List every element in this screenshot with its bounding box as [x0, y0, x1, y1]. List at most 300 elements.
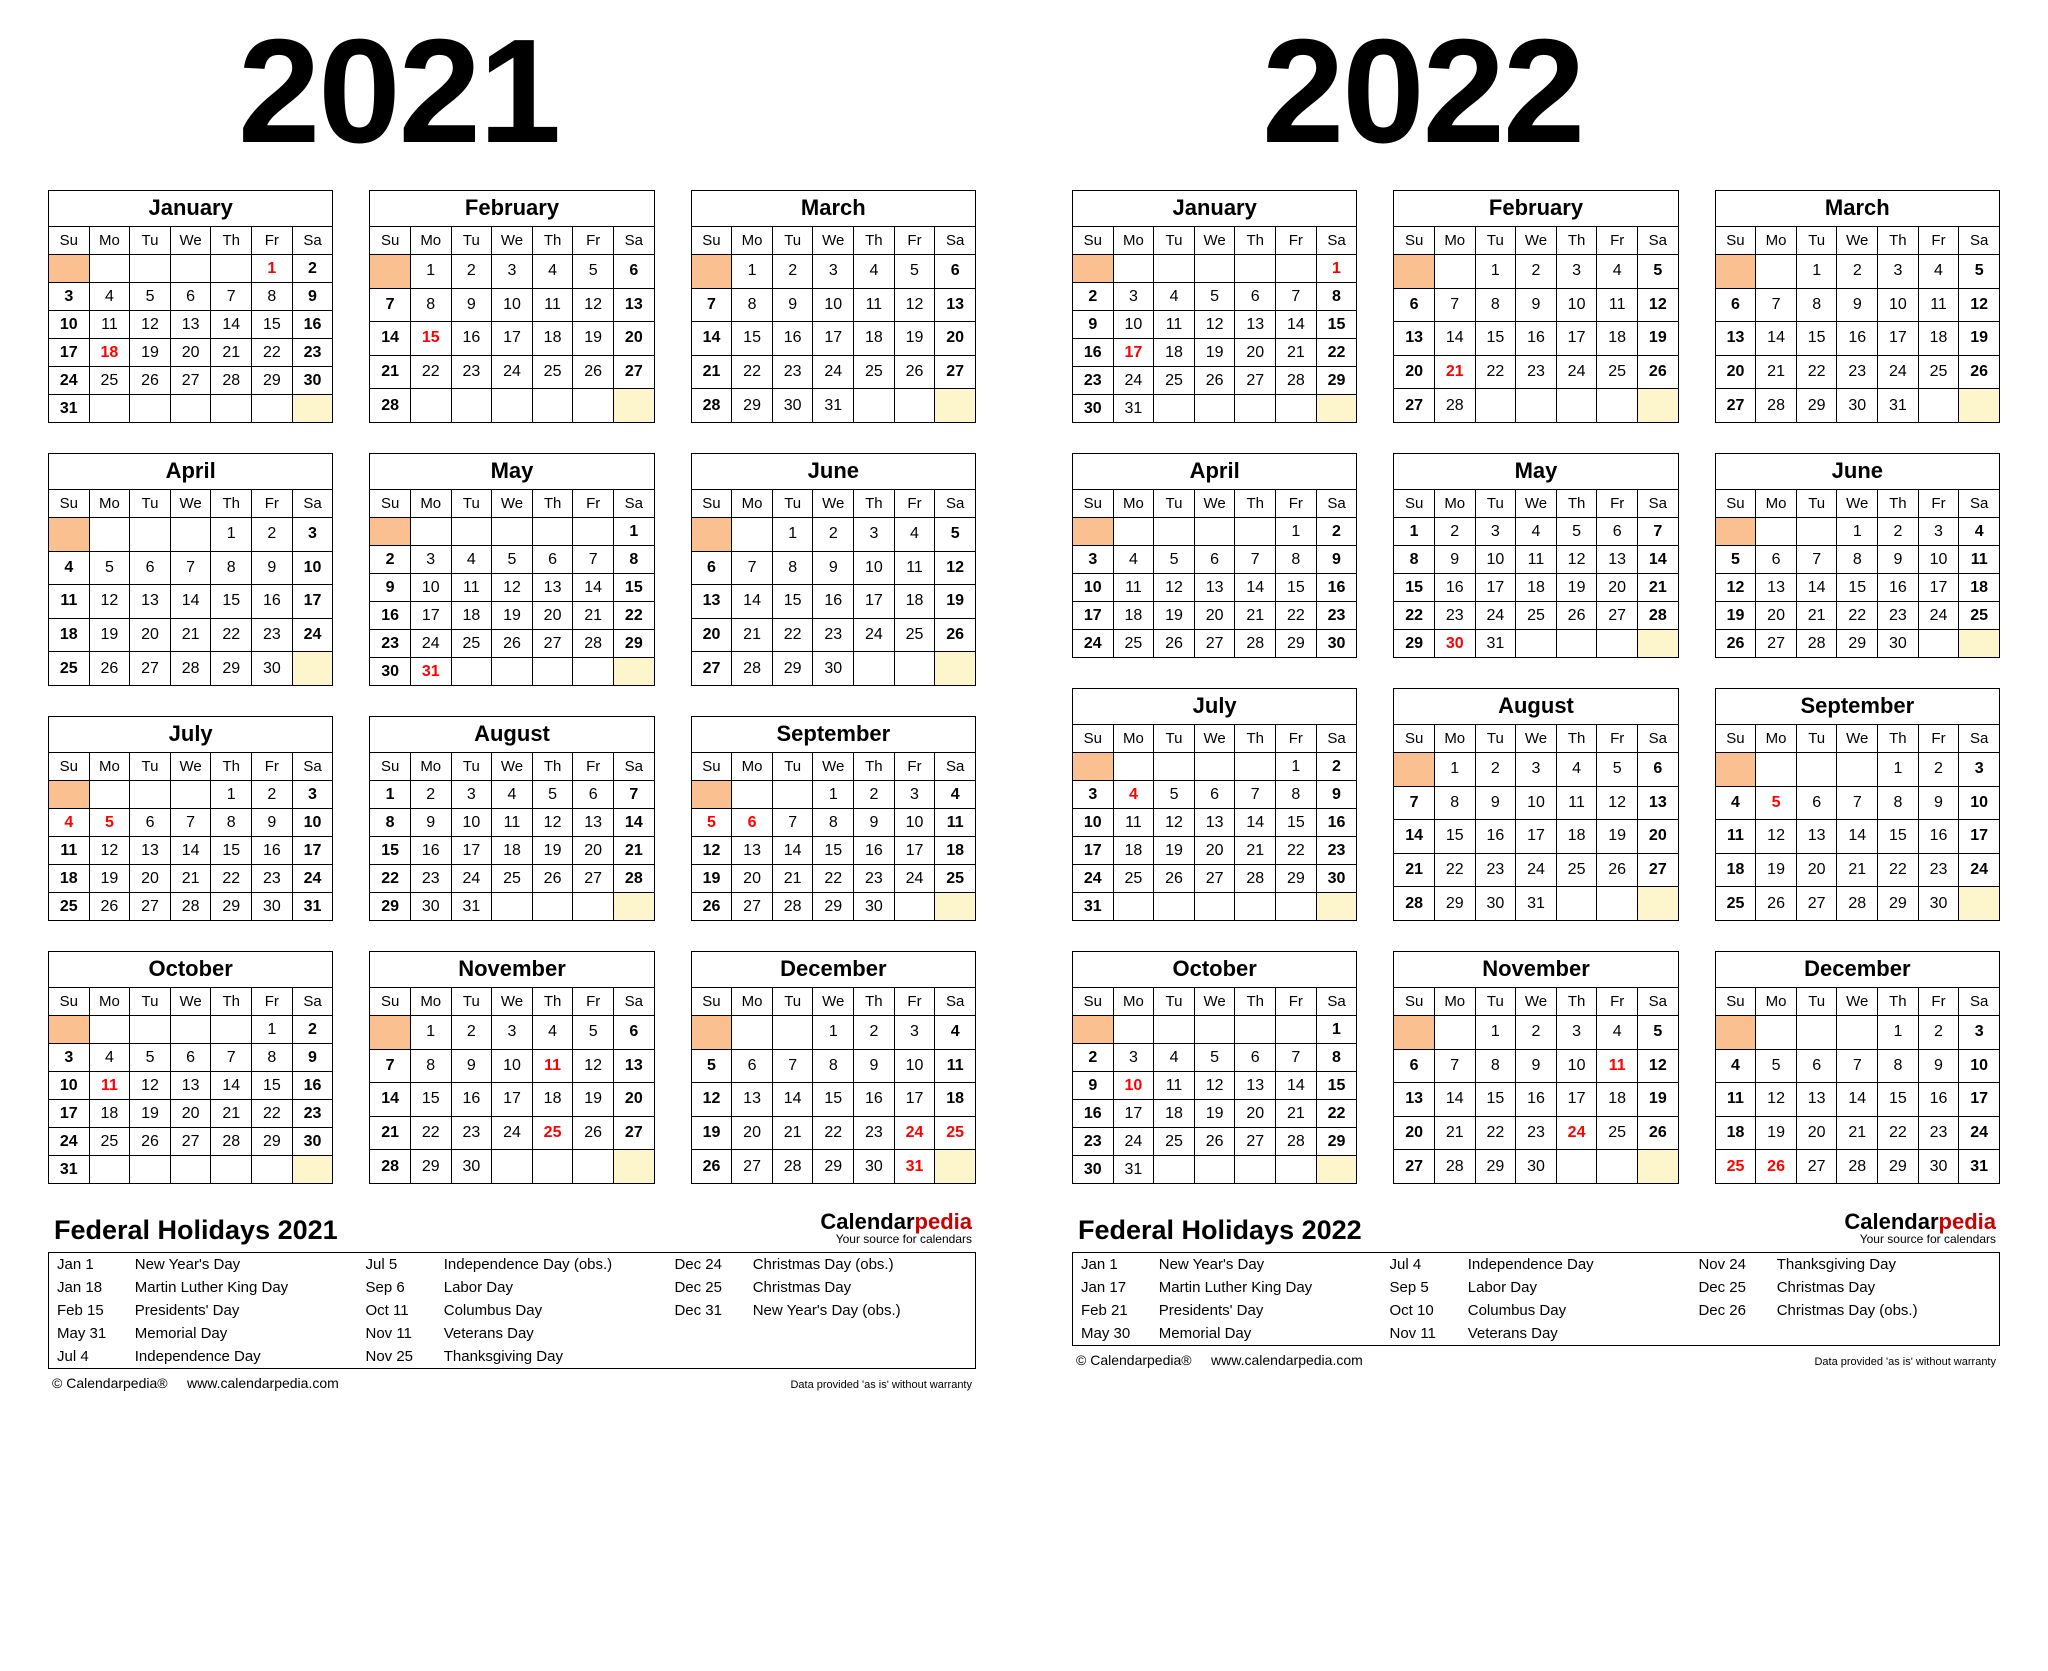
day-cell[interactable]: 15 — [1837, 574, 1878, 602]
day-cell[interactable]: 28 — [1394, 887, 1435, 921]
day-cell[interactable]: 28 — [691, 389, 732, 423]
day-cell[interactable]: 8 — [732, 288, 773, 322]
day-cell[interactable]: 22 — [1434, 853, 1475, 887]
day-cell[interactable]: 4 — [1113, 546, 1154, 574]
day-cell[interactable]: 15 — [252, 1072, 293, 1100]
day-cell[interactable]: 19 — [1194, 339, 1235, 367]
day-cell[interactable]: 16 — [1316, 574, 1357, 602]
day-cell[interactable]: 25 — [1715, 1150, 1756, 1184]
day-cell[interactable]: 10 — [492, 288, 533, 322]
day-cell[interactable]: 20 — [1194, 602, 1235, 630]
day-cell[interactable]: 10 — [292, 809, 333, 837]
day-cell[interactable]: 27 — [1796, 887, 1837, 921]
day-cell[interactable]: 8 — [1837, 546, 1878, 574]
day-cell[interactable]: 28 — [732, 652, 773, 686]
day-cell[interactable]: 14 — [170, 837, 211, 865]
day-cell[interactable]: 10 — [1959, 1049, 2000, 1083]
day-cell[interactable]: 18 — [1516, 574, 1557, 602]
day-cell[interactable]: 30 — [1516, 1150, 1557, 1184]
day-cell[interactable]: 1 — [1316, 1016, 1357, 1044]
day-cell[interactable]: 13 — [1637, 786, 1678, 820]
day-cell[interactable]: 22 — [1837, 602, 1878, 630]
day-cell[interactable]: 9 — [1516, 1049, 1557, 1083]
day-cell[interactable]: 26 — [1194, 367, 1235, 395]
day-cell[interactable]: 21 — [1434, 355, 1475, 389]
day-cell[interactable]: 17 — [451, 837, 492, 865]
day-cell[interactable]: 11 — [1959, 546, 2000, 574]
day-cell[interactable]: 10 — [894, 1049, 935, 1083]
day-cell[interactable]: 1 — [252, 1016, 293, 1044]
day-cell[interactable]: 9 — [410, 809, 451, 837]
day-cell[interactable]: 2 — [1918, 753, 1959, 787]
day-cell[interactable]: 24 — [49, 1128, 90, 1156]
day-cell[interactable]: 8 — [370, 809, 411, 837]
day-cell[interactable]: 23 — [1316, 602, 1357, 630]
day-cell[interactable]: 5 — [89, 809, 130, 837]
day-cell[interactable]: 22 — [252, 1100, 293, 1128]
day-cell[interactable]: 5 — [492, 546, 533, 574]
day-cell[interactable]: 28 — [772, 1150, 813, 1184]
day-cell[interactable]: 28 — [370, 1150, 411, 1184]
day-cell[interactable]: 5 — [130, 283, 171, 311]
day-cell[interactable]: 5 — [1756, 786, 1797, 820]
day-cell[interactable]: 28 — [1756, 389, 1797, 423]
day-cell[interactable]: 6 — [130, 809, 171, 837]
day-cell[interactable]: 6 — [1715, 288, 1756, 322]
day-cell[interactable]: 7 — [772, 809, 813, 837]
day-cell[interactable]: 29 — [1878, 887, 1919, 921]
day-cell[interactable]: 29 — [1796, 389, 1837, 423]
day-cell[interactable]: 3 — [894, 781, 935, 809]
day-cell[interactable]: 24 — [492, 355, 533, 389]
day-cell[interactable]: 6 — [1235, 283, 1276, 311]
day-cell[interactable]: 5 — [935, 518, 976, 552]
day-cell[interactable]: 17 — [1878, 322, 1919, 356]
day-cell[interactable]: 25 — [532, 355, 573, 389]
day-cell[interactable]: 22 — [370, 865, 411, 893]
day-cell[interactable]: 15 — [370, 837, 411, 865]
day-cell[interactable]: 19 — [1637, 322, 1678, 356]
day-cell[interactable]: 10 — [1556, 288, 1597, 322]
day-cell[interactable]: 31 — [894, 1150, 935, 1184]
day-cell[interactable]: 22 — [1276, 837, 1317, 865]
day-cell[interactable]: 9 — [451, 288, 492, 322]
day-cell[interactable]: 30 — [1434, 630, 1475, 658]
day-cell[interactable]: 13 — [130, 837, 171, 865]
day-cell[interactable]: 25 — [89, 367, 130, 395]
day-cell[interactable]: 3 — [410, 546, 451, 574]
day-cell[interactable]: 7 — [1837, 1049, 1878, 1083]
day-cell[interactable]: 15 — [732, 322, 773, 356]
day-cell[interactable]: 5 — [532, 781, 573, 809]
day-cell[interactable]: 24 — [1113, 1128, 1154, 1156]
day-cell[interactable]: 19 — [573, 1083, 614, 1117]
day-cell[interactable]: 30 — [451, 1150, 492, 1184]
day-cell[interactable]: 3 — [1959, 1016, 2000, 1050]
day-cell[interactable]: 26 — [1715, 630, 1756, 658]
day-cell[interactable]: 19 — [691, 865, 732, 893]
day-cell[interactable]: 20 — [691, 618, 732, 652]
day-cell[interactable]: 11 — [532, 288, 573, 322]
day-cell[interactable]: 13 — [1194, 809, 1235, 837]
day-cell[interactable]: 2 — [1918, 1016, 1959, 1050]
day-cell[interactable]: 3 — [1073, 546, 1114, 574]
day-cell[interactable]: 1 — [732, 255, 773, 289]
day-cell[interactable]: 15 — [1316, 311, 1357, 339]
day-cell[interactable]: 26 — [1756, 1150, 1797, 1184]
day-cell[interactable]: 21 — [1235, 602, 1276, 630]
day-cell[interactable]: 17 — [1073, 837, 1114, 865]
day-cell[interactable]: 9 — [1073, 1072, 1114, 1100]
day-cell[interactable]: 29 — [813, 1150, 854, 1184]
day-cell[interactable]: 16 — [1516, 1083, 1557, 1117]
day-cell[interactable]: 1 — [1276, 753, 1317, 781]
day-cell[interactable]: 3 — [292, 781, 333, 809]
day-cell[interactable]: 16 — [1516, 322, 1557, 356]
day-cell[interactable]: 8 — [211, 809, 252, 837]
day-cell[interactable]: 7 — [573, 546, 614, 574]
day-cell[interactable]: 21 — [1235, 837, 1276, 865]
day-cell[interactable]: 24 — [1878, 355, 1919, 389]
day-cell[interactable]: 7 — [1276, 283, 1317, 311]
day-cell[interactable]: 28 — [211, 367, 252, 395]
day-cell[interactable]: 15 — [813, 837, 854, 865]
day-cell[interactable]: 12 — [1556, 546, 1597, 574]
day-cell[interactable]: 28 — [613, 865, 654, 893]
day-cell[interactable]: 15 — [813, 1083, 854, 1117]
day-cell[interactable]: 8 — [1878, 786, 1919, 820]
day-cell[interactable]: 29 — [1837, 630, 1878, 658]
day-cell[interactable]: 13 — [613, 288, 654, 322]
day-cell[interactable]: 11 — [935, 809, 976, 837]
day-cell[interactable]: 3 — [451, 781, 492, 809]
day-cell[interactable]: 20 — [613, 322, 654, 356]
day-cell[interactable]: 11 — [1715, 820, 1756, 854]
day-cell[interactable]: 13 — [732, 1083, 773, 1117]
day-cell[interactable]: 25 — [451, 630, 492, 658]
day-cell[interactable]: 22 — [613, 602, 654, 630]
day-cell[interactable]: 3 — [1556, 1016, 1597, 1050]
day-cell[interactable]: 14 — [1235, 574, 1276, 602]
day-cell[interactable]: 22 — [211, 618, 252, 652]
day-cell[interactable]: 26 — [1637, 1116, 1678, 1150]
day-cell[interactable]: 20 — [573, 837, 614, 865]
day-cell[interactable]: 15 — [211, 585, 252, 619]
day-cell[interactable]: 21 — [772, 865, 813, 893]
day-cell[interactable]: 1 — [1475, 1016, 1516, 1050]
day-cell[interactable]: 27 — [1394, 389, 1435, 423]
day-cell[interactable]: 24 — [1073, 865, 1114, 893]
day-cell[interactable]: 31 — [813, 389, 854, 423]
day-cell[interactable]: 4 — [935, 1016, 976, 1050]
day-cell[interactable]: 21 — [370, 1116, 411, 1150]
day-cell[interactable]: 11 — [1918, 288, 1959, 322]
day-cell[interactable]: 16 — [292, 1072, 333, 1100]
day-cell[interactable]: 7 — [1434, 288, 1475, 322]
day-cell[interactable]: 25 — [935, 1116, 976, 1150]
day-cell[interactable]: 24 — [1516, 853, 1557, 887]
day-cell[interactable]: 24 — [410, 630, 451, 658]
day-cell[interactable]: 19 — [532, 837, 573, 865]
day-cell[interactable]: 30 — [1073, 1156, 1114, 1184]
day-cell[interactable]: 8 — [1394, 546, 1435, 574]
day-cell[interactable]: 20 — [732, 1116, 773, 1150]
day-cell[interactable]: 12 — [1194, 311, 1235, 339]
day-cell[interactable]: 19 — [1715, 602, 1756, 630]
day-cell[interactable]: 9 — [1516, 288, 1557, 322]
day-cell[interactable]: 9 — [451, 1049, 492, 1083]
day-cell[interactable]: 12 — [1756, 1083, 1797, 1117]
day-cell[interactable]: 9 — [292, 283, 333, 311]
day-cell[interactable]: 31 — [292, 893, 333, 921]
day-cell[interactable]: 19 — [691, 1116, 732, 1150]
day-cell[interactable]: 28 — [1434, 389, 1475, 423]
day-cell[interactable]: 18 — [1959, 574, 2000, 602]
day-cell[interactable]: 22 — [1796, 355, 1837, 389]
day-cell[interactable]: 24 — [1556, 355, 1597, 389]
day-cell[interactable]: 5 — [1154, 781, 1195, 809]
day-cell[interactable]: 9 — [772, 288, 813, 322]
day-cell[interactable]: 29 — [211, 893, 252, 921]
day-cell[interactable]: 17 — [49, 339, 90, 367]
day-cell[interactable]: 18 — [1597, 322, 1638, 356]
day-cell[interactable]: 17 — [1959, 1083, 2000, 1117]
day-cell[interactable]: 24 — [292, 618, 333, 652]
day-cell[interactable]: 20 — [532, 602, 573, 630]
day-cell[interactable]: 1 — [410, 1016, 451, 1050]
day-cell[interactable]: 10 — [1113, 311, 1154, 339]
day-cell[interactable]: 24 — [1113, 367, 1154, 395]
day-cell[interactable]: 13 — [1715, 322, 1756, 356]
day-cell[interactable]: 15 — [1276, 809, 1317, 837]
day-cell[interactable]: 1 — [370, 781, 411, 809]
day-cell[interactable]: 3 — [492, 1016, 533, 1050]
day-cell[interactable]: 20 — [1394, 355, 1435, 389]
day-cell[interactable]: 8 — [613, 546, 654, 574]
day-cell[interactable]: 12 — [1715, 574, 1756, 602]
day-cell[interactable]: 29 — [211, 652, 252, 686]
day-cell[interactable]: 6 — [613, 1016, 654, 1050]
day-cell[interactable]: 27 — [170, 367, 211, 395]
day-cell[interactable]: 10 — [1878, 288, 1919, 322]
day-cell[interactable]: 6 — [1796, 786, 1837, 820]
day-cell[interactable]: 20 — [130, 618, 171, 652]
day-cell[interactable]: 27 — [732, 893, 773, 921]
day-cell[interactable]: 4 — [49, 809, 90, 837]
day-cell[interactable]: 23 — [1475, 853, 1516, 887]
day-cell[interactable]: 27 — [1394, 1150, 1435, 1184]
day-cell[interactable]: 30 — [1316, 630, 1357, 658]
day-cell[interactable]: 10 — [49, 311, 90, 339]
day-cell[interactable]: 20 — [1597, 574, 1638, 602]
day-cell[interactable]: 9 — [1878, 546, 1919, 574]
day-cell[interactable]: 17 — [1556, 1083, 1597, 1117]
day-cell[interactable]: 10 — [1073, 574, 1114, 602]
day-cell[interactable]: 1 — [1878, 753, 1919, 787]
day-cell[interactable]: 18 — [1556, 820, 1597, 854]
day-cell[interactable]: 21 — [1276, 339, 1317, 367]
day-cell[interactable]: 9 — [1434, 546, 1475, 574]
day-cell[interactable]: 23 — [1516, 355, 1557, 389]
day-cell[interactable]: 8 — [410, 288, 451, 322]
day-cell[interactable]: 30 — [370, 658, 411, 686]
day-cell[interactable]: 13 — [532, 574, 573, 602]
day-cell[interactable]: 9 — [1316, 546, 1357, 574]
day-cell[interactable]: 2 — [1316, 518, 1357, 546]
day-cell[interactable]: 28 — [211, 1128, 252, 1156]
day-cell[interactable]: 14 — [1235, 809, 1276, 837]
day-cell[interactable]: 7 — [1434, 1049, 1475, 1083]
website-url[interactable]: www.calendarpedia.com — [187, 1374, 339, 1391]
day-cell[interactable]: 19 — [89, 618, 130, 652]
day-cell[interactable]: 23 — [1434, 602, 1475, 630]
day-cell[interactable]: 1 — [1316, 255, 1357, 283]
day-cell[interactable]: 12 — [573, 288, 614, 322]
day-cell[interactable]: 13 — [1756, 574, 1797, 602]
day-cell[interactable]: 9 — [292, 1044, 333, 1072]
day-cell[interactable]: 7 — [691, 288, 732, 322]
day-cell[interactable]: 17 — [1918, 574, 1959, 602]
day-cell[interactable]: 17 — [410, 602, 451, 630]
day-cell[interactable]: 30 — [1878, 630, 1919, 658]
day-cell[interactable]: 11 — [49, 585, 90, 619]
day-cell[interactable]: 2 — [772, 255, 813, 289]
day-cell[interactable]: 5 — [1154, 546, 1195, 574]
day-cell[interactable]: 20 — [613, 1083, 654, 1117]
day-cell[interactable]: 7 — [1837, 786, 1878, 820]
day-cell[interactable]: 27 — [935, 355, 976, 389]
day-cell[interactable]: 12 — [935, 551, 976, 585]
day-cell[interactable]: 11 — [1113, 809, 1154, 837]
day-cell[interactable]: 1 — [211, 518, 252, 552]
day-cell[interactable]: 25 — [1113, 630, 1154, 658]
day-cell[interactable]: 8 — [252, 283, 293, 311]
day-cell[interactable]: 19 — [492, 602, 533, 630]
day-cell[interactable]: 20 — [1715, 355, 1756, 389]
day-cell[interactable]: 5 — [1194, 283, 1235, 311]
day-cell[interactable]: 8 — [1475, 1049, 1516, 1083]
day-cell[interactable]: 14 — [772, 1083, 813, 1117]
day-cell[interactable]: 10 — [1959, 786, 2000, 820]
day-cell[interactable]: 15 — [1475, 1083, 1516, 1117]
day-cell[interactable]: 18 — [89, 1100, 130, 1128]
day-cell[interactable]: 24 — [813, 355, 854, 389]
day-cell[interactable]: 16 — [1316, 809, 1357, 837]
day-cell[interactable]: 23 — [1316, 837, 1357, 865]
day-cell[interactable]: 10 — [1516, 786, 1557, 820]
day-cell[interactable]: 4 — [49, 551, 90, 585]
day-cell[interactable]: 10 — [492, 1049, 533, 1083]
day-cell[interactable]: 16 — [410, 837, 451, 865]
day-cell[interactable]: 31 — [1113, 395, 1154, 423]
day-cell[interactable]: 10 — [410, 574, 451, 602]
day-cell[interactable]: 26 — [532, 865, 573, 893]
day-cell[interactable]: 11 — [1597, 288, 1638, 322]
day-cell[interactable]: 1 — [1837, 518, 1878, 546]
day-cell[interactable]: 14 — [170, 585, 211, 619]
day-cell[interactable]: 13 — [1394, 1083, 1435, 1117]
day-cell[interactable]: 15 — [1878, 1083, 1919, 1117]
day-cell[interactable]: 22 — [1394, 602, 1435, 630]
day-cell[interactable]: 31 — [49, 1156, 90, 1184]
day-cell[interactable]: 9 — [1837, 288, 1878, 322]
day-cell[interactable]: 30 — [1918, 887, 1959, 921]
day-cell[interactable]: 3 — [492, 255, 533, 289]
day-cell[interactable]: 27 — [1796, 1150, 1837, 1184]
day-cell[interactable]: 3 — [1878, 255, 1919, 289]
day-cell[interactable]: 16 — [292, 311, 333, 339]
day-cell[interactable]: 14 — [1637, 546, 1678, 574]
day-cell[interactable]: 16 — [1918, 820, 1959, 854]
day-cell[interactable]: 7 — [1235, 546, 1276, 574]
day-cell[interactable]: 18 — [1113, 837, 1154, 865]
day-cell[interactable]: 15 — [211, 837, 252, 865]
day-cell[interactable]: 14 — [211, 1072, 252, 1100]
day-cell[interactable]: 11 — [451, 574, 492, 602]
day-cell[interactable]: 14 — [370, 322, 411, 356]
day-cell[interactable]: 21 — [613, 837, 654, 865]
day-cell[interactable]: 25 — [532, 1116, 573, 1150]
day-cell[interactable]: 25 — [1113, 865, 1154, 893]
day-cell[interactable]: 9 — [252, 809, 293, 837]
day-cell[interactable]: 17 — [894, 1083, 935, 1117]
day-cell[interactable]: 26 — [894, 355, 935, 389]
day-cell[interactable]: 29 — [1475, 1150, 1516, 1184]
day-cell[interactable]: 8 — [1796, 288, 1837, 322]
day-cell[interactable]: 21 — [170, 865, 211, 893]
day-cell[interactable]: 15 — [1434, 820, 1475, 854]
day-cell[interactable]: 6 — [1597, 518, 1638, 546]
day-cell[interactable]: 26 — [89, 652, 130, 686]
day-cell[interactable]: 10 — [1073, 809, 1114, 837]
day-cell[interactable]: 31 — [1959, 1150, 2000, 1184]
day-cell[interactable]: 8 — [1276, 546, 1317, 574]
day-cell[interactable]: 22 — [1475, 1116, 1516, 1150]
day-cell[interactable]: 4 — [1113, 781, 1154, 809]
day-cell[interactable]: 21 — [1434, 1116, 1475, 1150]
day-cell[interactable]: 24 — [492, 1116, 533, 1150]
day-cell[interactable]: 2 — [1516, 255, 1557, 289]
day-cell[interactable]: 28 — [1837, 887, 1878, 921]
day-cell[interactable]: 9 — [1073, 311, 1114, 339]
day-cell[interactable]: 5 — [1637, 1016, 1678, 1050]
day-cell[interactable]: 16 — [1073, 339, 1114, 367]
day-cell[interactable]: 8 — [252, 1044, 293, 1072]
day-cell[interactable]: 6 — [1394, 1049, 1435, 1083]
day-cell[interactable]: 16 — [1073, 1100, 1114, 1128]
day-cell[interactable]: 18 — [1154, 339, 1195, 367]
day-cell[interactable]: 25 — [1154, 1128, 1195, 1156]
day-cell[interactable]: 26 — [89, 893, 130, 921]
day-cell[interactable]: 3 — [1073, 781, 1114, 809]
day-cell[interactable]: 30 — [292, 1128, 333, 1156]
day-cell[interactable]: 13 — [1235, 311, 1276, 339]
day-cell[interactable]: 2 — [1878, 518, 1919, 546]
day-cell[interactable]: 14 — [732, 585, 773, 619]
day-cell[interactable]: 1 — [410, 255, 451, 289]
day-cell[interactable]: 25 — [1918, 355, 1959, 389]
day-cell[interactable]: 27 — [1235, 367, 1276, 395]
day-cell[interactable]: 20 — [1235, 339, 1276, 367]
day-cell[interactable]: 22 — [252, 339, 293, 367]
day-cell[interactable]: 19 — [1637, 1083, 1678, 1117]
website-url[interactable]: www.calendarpedia.com — [1211, 1351, 1363, 1368]
day-cell[interactable]: 17 — [1113, 1100, 1154, 1128]
day-cell[interactable]: 21 — [772, 1116, 813, 1150]
day-cell[interactable]: 1 — [1796, 255, 1837, 289]
day-cell[interactable]: 11 — [49, 837, 90, 865]
day-cell[interactable]: 4 — [854, 255, 895, 289]
